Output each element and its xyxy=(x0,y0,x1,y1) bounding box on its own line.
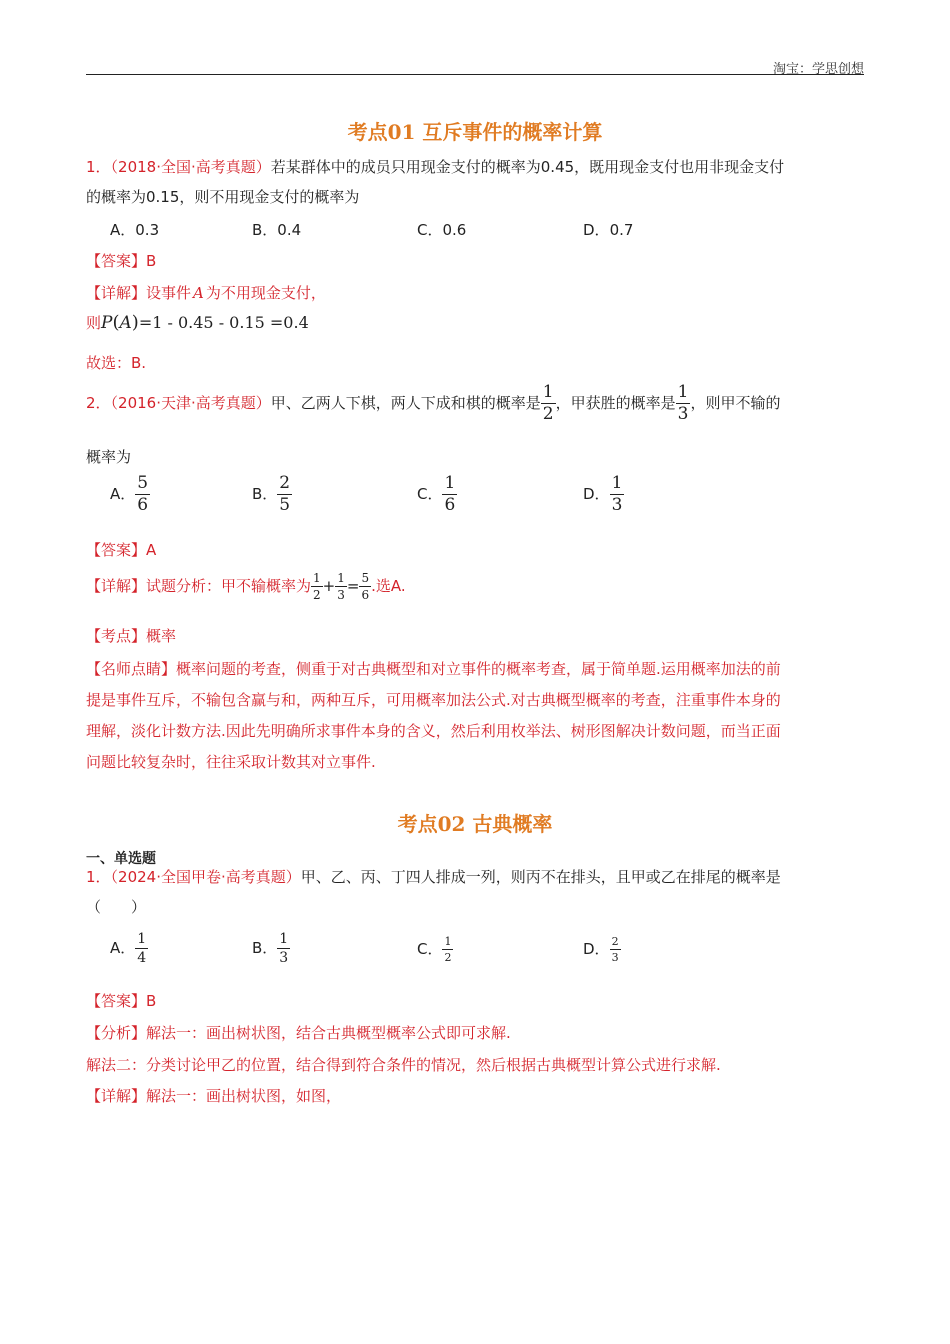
question-text: 甲、乙两人下棋，两人下成和棋的概率是 xyxy=(270,394,541,412)
fraction: $\frac{1}{2}$ xyxy=(542,382,554,424)
option-b xyxy=(252,219,301,240)
detail-text: 试题分析：甲不输概率为 xyxy=(146,577,312,595)
header-divider xyxy=(86,74,864,75)
tip-text: 问题比较复杂时，往往采取计数其对立事件. xyxy=(86,753,376,771)
answer-tag: 【答案】 xyxy=(86,992,147,1010)
fraction: $\frac{2}{5}$ xyxy=(279,473,291,515)
answer-tag: 【答案】 xyxy=(86,252,147,270)
option-label: C． xyxy=(417,485,443,503)
fraction: $\frac{1}{4}$ xyxy=(137,931,147,966)
option-a xyxy=(110,219,159,240)
question-text: （ ） xyxy=(86,898,147,916)
option-value: 0.4 xyxy=(277,221,302,239)
option-c xyxy=(417,219,466,240)
detail-text: .选A. xyxy=(371,577,406,595)
detail-tag: 【详解】 xyxy=(86,1087,147,1105)
tip-tag: 【名师点睛】 xyxy=(86,660,177,678)
fraction: $\frac{1}{3}$ xyxy=(337,571,345,602)
detail-tag: 【详解】 xyxy=(86,284,147,302)
formula-prefix: 则 xyxy=(86,314,102,332)
detail-text: 设事件 xyxy=(146,284,192,302)
detail-text: 解法一：画出树状图，如图， xyxy=(146,1087,342,1105)
conclusion-line: 故选：B. xyxy=(86,354,147,372)
option-label: A． xyxy=(110,939,136,957)
fraction: $\frac{5}{6}$ xyxy=(361,571,370,602)
question-source: （2024·全国甲卷·高考真题） xyxy=(110,868,301,886)
analysis-tag: 【分析】 xyxy=(86,1024,147,1042)
tip-text: 理解，淡化计数方法.因此先明确所求事件本身的含义，然后利用枚举法、树形图解决计数问题，而当正面 xyxy=(86,722,781,740)
answer-value: B xyxy=(146,252,157,270)
question-text: 的概率为0.15，则不用现金支付的概率为 xyxy=(86,188,360,206)
fraction: $\frac{5}{6}$ xyxy=(137,473,149,515)
analysis-line-2: 解法二：分类讨论甲乙的位置，结合得到符合条件的情况，然后根据古典概型计算公式进行求解. xyxy=(86,1056,721,1074)
formula-var: A xyxy=(119,313,132,333)
question-source: （2018·全国·高考真题） xyxy=(110,158,271,176)
fraction: $\frac{1}{3}$ xyxy=(279,931,289,966)
fraction: $\frac{1}{2}$ xyxy=(313,571,321,602)
option-d xyxy=(583,475,624,514)
answer-value: B xyxy=(146,992,157,1010)
question-text: 若某群体中的成员只用现金支付的概率为0.45，既用现金支付也用非现金支付 xyxy=(270,158,785,176)
option-value: 0.7 xyxy=(609,221,634,239)
question-1-stem xyxy=(86,152,866,212)
option-label: B． xyxy=(252,221,278,239)
tip-block xyxy=(86,654,781,778)
question-text: 甲、乙、丙、丁四人排成一列，则丙不在排头，且甲或乙在排尾的概率是 xyxy=(300,868,781,886)
option-label: A． xyxy=(110,221,136,239)
equals-sign: = xyxy=(346,577,360,595)
kaodian-tag: 【考点】 xyxy=(86,627,147,645)
question-2-stem-cont: 概率为 xyxy=(86,448,132,466)
detail-line xyxy=(86,282,326,303)
fraction: $\frac{1}{6}$ xyxy=(444,473,456,515)
fraction: $\frac{2}{3}$ xyxy=(611,935,619,964)
formula-rest: =1 - 0.45 - 0.15 =0.4 xyxy=(138,313,309,332)
option-value: 0.6 xyxy=(442,221,467,239)
question-1-stem xyxy=(86,862,866,922)
fraction: $\frac{1}{3}$ xyxy=(677,382,689,424)
tip-text: 提是事件互斥，不输包含赢与和，两种互斥，可用概率加法公式.对古典概型概率的考查，注重事件本身的 xyxy=(86,691,781,709)
question-source: （2016·天津·高考真题） xyxy=(110,394,271,412)
section-title-2: 考点02 古典概率 xyxy=(397,812,553,836)
answer-line xyxy=(86,250,156,271)
option-a xyxy=(110,932,148,965)
answer-line xyxy=(86,539,156,560)
option-label: A． xyxy=(110,485,136,503)
question-number: 1． xyxy=(86,868,111,886)
option-label: B． xyxy=(252,939,278,957)
answer-line xyxy=(86,990,156,1011)
detail-line xyxy=(86,1085,341,1106)
option-d xyxy=(583,936,621,963)
detail-tag: 【详解】 xyxy=(86,577,147,595)
question-number: 1． xyxy=(86,158,111,176)
option-label: C． xyxy=(417,221,443,239)
option-value: 0.3 xyxy=(135,221,160,239)
option-label: C． xyxy=(417,940,443,958)
subhead-single-choice: 一、单选题 xyxy=(86,851,156,867)
answer-tag: 【答案】 xyxy=(86,541,147,559)
detail-variable: A xyxy=(193,284,204,302)
option-label: D． xyxy=(583,485,610,503)
formula-line: 则P(A)=1 - 0.45 - 0.15 =0.4 xyxy=(86,312,309,333)
option-label: D． xyxy=(583,221,610,239)
kaodian-line xyxy=(86,625,176,646)
section-title-1: 考点01 互斥事件的概率计算 xyxy=(347,120,603,144)
analysis-line xyxy=(86,1022,511,1043)
fraction: $\frac{1}{3}$ xyxy=(611,473,623,515)
detail-text: 为不用现金支付， xyxy=(205,284,326,302)
question-text: ，甲获胜的概率是 xyxy=(555,394,676,412)
option-c xyxy=(417,936,453,963)
option-c xyxy=(417,475,457,514)
page-header-shop: 淘宝：学思创想 xyxy=(772,62,864,77)
option-d xyxy=(583,219,633,240)
option-b xyxy=(252,932,290,965)
option-label: D． xyxy=(583,940,610,958)
kaodian-value: 概率 xyxy=(146,627,177,645)
analysis-text: 解法一：画出树状图，结合古典概型概率公式即可求解. xyxy=(146,1024,511,1042)
plus-sign: + xyxy=(322,577,336,595)
detail-line xyxy=(86,572,406,601)
option-label: B． xyxy=(252,485,278,503)
fraction: $\frac{1}{2}$ xyxy=(444,935,452,964)
question-text: ，则甲不输的 xyxy=(690,394,781,412)
option-b xyxy=(252,475,292,514)
question-number: 2． xyxy=(86,394,111,412)
question-2-stem xyxy=(86,384,866,423)
answer-value: A xyxy=(146,541,157,559)
formula-p: P xyxy=(101,313,113,333)
tip-text: 概率问题的考查，侧重于对古典概型和对立事件的概率考查，属于简单题.运用概率加法的前 xyxy=(176,660,781,678)
option-a xyxy=(110,475,150,514)
